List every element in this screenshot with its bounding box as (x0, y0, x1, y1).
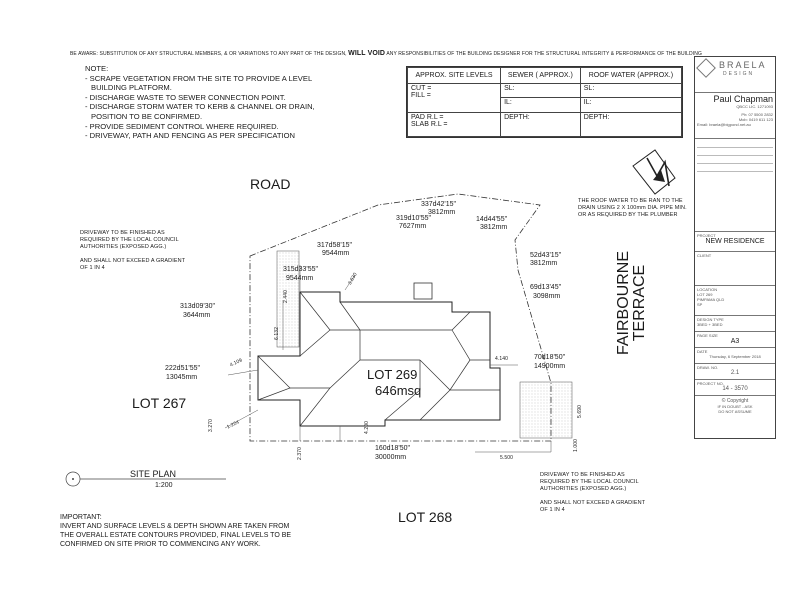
client-label: CLIENT (697, 253, 712, 258)
setback-dim: 2.370 (297, 446, 303, 460)
setback-dim: 3.630 (347, 271, 359, 286)
north-arrow-icon (633, 150, 675, 194)
project-no-value: 14 - 3570 (722, 386, 748, 392)
length: 3812mm (530, 260, 558, 267)
bearing: 14d44'55" (476, 216, 508, 223)
designer-license: QBCC LIC. 1271093 (736, 104, 773, 109)
notes-item: POSITION TO BE CONFIRMED. (91, 111, 203, 121)
setback-dim: 1.224 (226, 419, 241, 431)
driveway-note-bottom: DRIVEWAY TO BE FINISHED AS REQUIRED BY THE LOCAL COUNCIL AUTHORITIES (EXPOSED AGG.) AND SHALL NOT EXCEED A GRADIENT OF 1 IN 4 (540, 472, 646, 513)
design-type-label: DESIGN TYPE (697, 317, 724, 322)
site-plan-title: SITE PLAN (130, 469, 177, 479)
bearing: 160d18'50" (375, 445, 410, 452)
setback-dim: 1.000 (573, 438, 579, 452)
bearing: 315d33'55" (283, 266, 318, 273)
important-note (60, 513, 360, 549)
length: 3812mm (428, 209, 456, 216)
important-title: IMPORTANT: (60, 514, 102, 521)
levels-cell: PAD R.L = SLAB R.L = (408, 112, 501, 136)
chimney (414, 283, 432, 299)
length: 3812mm (480, 224, 508, 231)
length: 9544mm (322, 250, 350, 257)
brand-name: BRAELA (719, 60, 767, 70)
notes-item: - DRIVEWAY, PATH AND FENCING AS PER SPECIFICATION (85, 131, 295, 141)
brand-sub: DESIGN (723, 71, 755, 77)
setback-dim: 5.690 (577, 404, 583, 418)
levels-header: SEWER ( APPROX.) (501, 68, 581, 84)
setback-dim: 4.140 (495, 356, 509, 362)
length: 30000mm (375, 454, 407, 461)
designer-name: Paul Chapman (713, 94, 773, 104)
drawing-no-label: DRAW. NO. (697, 365, 719, 370)
driveway-right (520, 382, 572, 438)
bearing: 319d10'55" (396, 215, 431, 222)
lot-name: LOT 269 (367, 367, 418, 382)
designer-phone: Ph: 07 5500 2832 (741, 112, 773, 117)
date-value: Thursday, 6 September 2018 (709, 354, 761, 359)
warning-text-bold: WILL VOID (348, 50, 386, 57)
project-label: PROJECT (697, 233, 716, 238)
project-value: NEW RESIDENCE (705, 238, 765, 245)
notes-item: - PROVIDE SEDIMENT CONTROL WHERE REQUIRED. (85, 121, 279, 131)
notes-item: BUILDING PLATFORM. (91, 83, 172, 93)
designer-email: Email: braela@bigpond.net.au (697, 122, 751, 127)
setback-dim: 5.500 (500, 455, 514, 461)
warning-text-start: BE AWARE: SUBSTITUTION OF ANY STRUCTURAL MEMBERS, & OR VARIATIONS TO ANY PART OF THE DESIGN, (70, 51, 347, 57)
street-label: FAIRBOURNE TERRACE (615, 250, 648, 355)
doubt-text: IF IN DOUBT - ASK DO NOT ASSUME (717, 404, 753, 414)
warning-text-end: ANY RESPONSIBILITIES OF THE BUILDING DESIGNER FOR THE STRUCTURAL INTEGRITY & PERFORMANCE OF THE BUILDING (386, 51, 702, 57)
bearing: 52d43'15" (530, 252, 562, 259)
setback-dim: 2.440 (283, 289, 289, 303)
length: 3644mm (183, 312, 211, 319)
location-label: LOCATION (697, 287, 718, 292)
setback-dim: 6.132 (274, 326, 280, 340)
lot-bottom-label: LOT 268 (398, 509, 453, 525)
drawing-no-value: 2.1 (730, 370, 740, 376)
bearing: 69d13'45" (530, 284, 562, 291)
designer-mobile: Mob: 0419 611 123 (738, 117, 773, 122)
design-type-value: 3BED + 3BED (697, 322, 723, 327)
levels-cell: IL: (501, 98, 581, 112)
levels-cell: SL: (501, 84, 581, 98)
length: 9544mm (286, 275, 314, 282)
length: 13045mm (166, 374, 198, 381)
copyright-text: © Copyright (721, 398, 749, 404)
bearing: 313d09'30" (180, 303, 215, 310)
bearing: 70d18'50" (534, 354, 566, 361)
levels-cell: CUT = FILL = (408, 84, 501, 113)
levels-cell: SL: (580, 84, 681, 98)
notes-item: - DISCHARGE WASTE TO SEWER CONNECTION POINT. (85, 92, 286, 102)
driveway-note-top: DRIVEWAY TO BE FINISHED AS REQUIRED BY THE LOCAL COUNCIL AUTHORITIES (EXPOSED AGG.) AND SHALL NOT EXCEED A GRADIENT OF 1 IN 4 (80, 230, 186, 271)
notes-item: - SCRAPE VEGETATION FROM THE SITE TO PROVIDE A LEVEL (85, 73, 313, 83)
bearing: 222d51'55" (165, 365, 200, 372)
notes-item: - DISCHARGE STORM WATER TO KERB & CHANNEL OR DRAIN, (85, 102, 315, 112)
notes-title: NOTE: (85, 64, 109, 73)
project-no-label: PROJECT NO. (697, 381, 724, 386)
site-plan-scale: 1:200 (155, 482, 173, 489)
length: 14900mm (534, 363, 566, 370)
levels-header: ROOF WATER (APPROX.) (580, 68, 681, 84)
location-value: LOT 269 PIMPAMA QLD SP (697, 292, 725, 307)
bearing: 337d42'15" (421, 201, 456, 208)
page-size-value: A3 (730, 338, 740, 345)
date-label: DATE (697, 349, 708, 354)
length: 3098mm (533, 293, 561, 300)
lot-left-label: LOT 267 (132, 395, 187, 411)
bearing: 317d58'15" (317, 242, 352, 249)
levels-cell: IL: (580, 98, 681, 112)
lot-area: 646msq (375, 383, 422, 398)
page-size-label: PAGE SIZE (697, 333, 718, 338)
roof-water-note: THE ROOF WATER TO BE RAN TO THE DRAIN USING 2 X 100mm DIA. PIPE MIN. OR AS REQUIRED BY THE PLUMBER (578, 198, 687, 218)
setback-dim: 3.270 (208, 418, 214, 432)
setback-dim: 4.200 (364, 420, 370, 434)
levels-header: APPROX. SITE LEVELS (408, 68, 501, 84)
length: 7627mm (399, 223, 427, 230)
road-label: ROAD (250, 176, 291, 192)
setback-dim: 4.109 (229, 357, 244, 369)
levels-cell: DEPTH: (580, 112, 681, 136)
levels-cell: DEPTH: (501, 112, 581, 136)
important-text: INVERT AND SURFACE LEVELS & DEPTH SHOWN ARE TAKEN FROM THE OVERALL ESTATE CONTOURS PROVIDED, FINAL LEVELS TO BE CONFIRMED ON SITE PRIOR TO COMMENCING ANY WORK. (60, 523, 292, 548)
